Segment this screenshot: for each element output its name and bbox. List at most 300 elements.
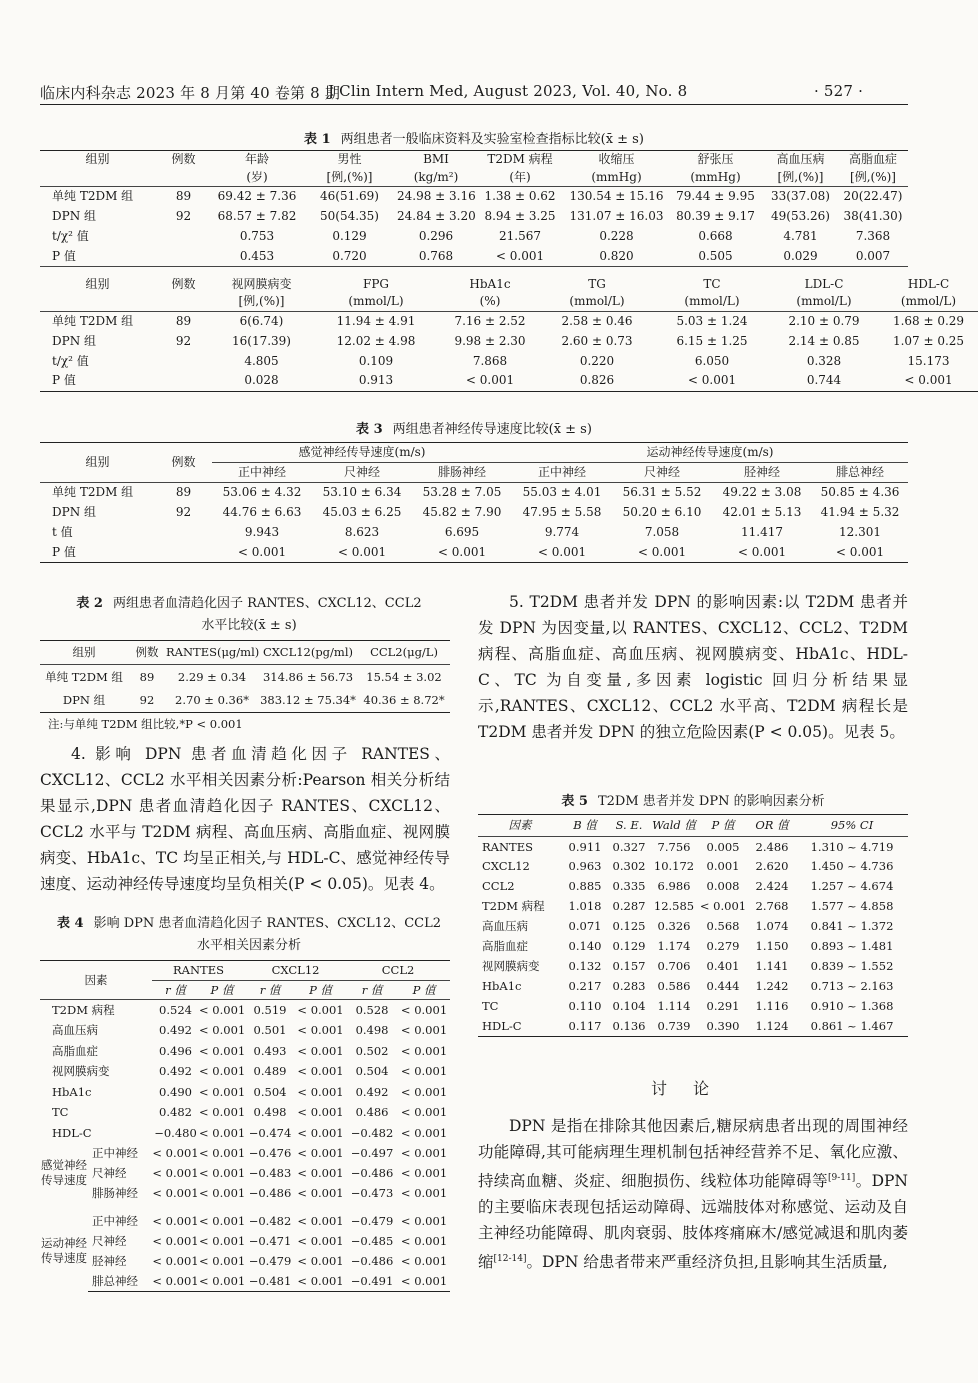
table5-cell: 0.706 [657,959,691,974]
table5-cell: 1.114 [657,999,691,1014]
table4-cell: < 0.001 [199,1064,246,1079]
table3-cell: < 0.001 [612,543,712,563]
table3-cell: 50.85 ± 4.36 [820,485,900,500]
table1b-cell: < 0.001 [655,371,769,391]
table4-cell: < 0.001 [199,1271,245,1291]
journal-header-left: 临床内科杂志 2023 年 8 月第 40 卷第 8 期 [40,84,341,102]
table1a-cell: 0.007 [838,247,908,267]
table3-group-header: 组别 [40,443,155,483]
table5-row [478,917,908,937]
table4-cell: 0.490 [159,1084,192,1099]
table4-cell: < 0.001 [199,1125,246,1140]
table4-cell: < 0.001 [398,1271,450,1291]
table2-header-cell: CXCL12(pg/ml) [258,641,358,665]
table1a-row [40,207,908,227]
table4-cell: < 0.001 [199,1185,246,1200]
table4-group-ccl2: CCL2 [346,961,450,981]
table1b-cell: < 0.001 [879,371,978,391]
table4-cell: −0.486 [350,1253,394,1268]
table3-cell: < 0.001 [812,543,908,563]
table5-cell: 0.335 [612,879,646,894]
table1a-cell: 单纯 T2DM 组 [52,189,134,204]
table5-cell: 0.893 ~ 1.481 [810,939,894,954]
table1b-cell: 11.94 ± 4.91 [336,313,416,328]
table5-cell: RANTES [482,839,533,854]
table5-row [478,837,908,857]
table1a-cell: 92 [175,209,192,223]
table5-cell: 高血压病 [482,919,528,934]
table4-cell: < 0.001 [297,1145,344,1160]
table4-row [40,1183,450,1203]
table4-cell: < 0.001 [152,1233,199,1248]
table4-cell: 0.528 [355,1002,389,1017]
table1b-cell: 0.744 [769,371,879,391]
table1a-header-cell: 收缩压 [565,151,668,169]
table4-subheader-cell: P 值 [398,981,450,1000]
table5-header-cell: Wald 值 [650,815,698,837]
table4-row [40,1061,450,1082]
table5-cell: 0.279 [706,939,740,954]
table2-header-cell: CCL2(μg/L) [358,641,450,665]
table1b-cell: P 值 [40,371,155,391]
table1a-cell: 0.228 [599,229,634,243]
table5-cell: 0.839 ~ 1.552 [810,959,894,974]
table1b-cell: 0.028 [212,371,311,391]
discussion-text-3: 。DPN 给患者带来严重经济负担,且影响其生活质量, [526,1253,888,1272]
table4-cell: < 0.001 [199,1233,246,1248]
table1a-cell: 1.38 ± 0.62 [484,189,556,204]
table5-cell: 1.310 ~ 4.719 [810,839,894,854]
table5-cell: 0.287 [612,899,646,914]
table5-cell: 0.444 [706,979,740,994]
table4-factor-cell: 高血压病 [52,1023,98,1038]
table4-cell: < 0.001 [297,1185,344,1200]
table1b-header-cell: LDL-C [804,276,844,291]
table4-subheader-cell: r 值 [152,981,199,1000]
table3-cell: 9.774 [544,525,580,539]
table4-caption-line2: 水平相关因素分析 [196,938,301,953]
table5-cell: CCL2 [482,879,515,894]
table4-cell: 0.498 [355,1023,389,1038]
table4-cell: −0.471 [248,1233,292,1248]
table3-sensory-header: 感觉神经传导速度(m/s) [212,443,512,463]
table2-caption-no: 表 2 [76,596,103,611]
table4-cell: −0.479 [248,1253,292,1268]
table1a-cell: 0.768 [397,247,475,267]
table4-cell: < 0.001 [152,1213,199,1228]
table1a-unit-cell: [例,(%)] [763,169,838,187]
table1b-cell: 0.109 [358,353,394,368]
table4-row [40,1082,450,1103]
table4-cell: < 0.001 [199,1023,246,1038]
table3-cell: < 0.001 [412,543,512,563]
table1b-cell: 2.10 ± 0.79 [788,313,860,328]
table1a-cell: 21.567 [499,229,541,243]
table4-spacer [40,1203,450,1211]
table1a-header-cell: 组别 [40,151,155,169]
table5 [478,814,908,1037]
table1b-cell: 0.913 [311,371,441,391]
table4-nerve-cell: 正中神经 [92,1213,138,1228]
table3-subheader-cell: 腓肠神经 [412,463,512,483]
table5-cell: 0.291 [706,999,740,1014]
table5-cell: 视网膜病变 [482,959,540,974]
table1b-cell: 15.173 [907,353,950,368]
table4-subheader-cell: r 值 [346,981,398,1000]
table4-cell: −0.479 [350,1213,394,1228]
table4-cell: 0.492 [159,1023,192,1038]
table4-nerve-cell: 正中神经 [92,1145,138,1160]
table1b-unit-cell: [例,(%)] [212,293,311,311]
table4-cell: 0.482 [159,1105,192,1120]
table3-caption-text: 两组患者神经传导速度比较(x̄ ± s) [392,422,592,437]
table2 [40,640,450,713]
table4-cell: < 0.001 [400,1043,448,1058]
table3-subheader-cell: 尺神经 [612,463,712,483]
table1b-unit-cell [155,293,212,311]
table3-row [40,503,908,523]
table2-cell: 89 [139,669,155,684]
table2-row [40,689,450,713]
table5-cell: 0.136 [608,1017,650,1037]
table1a-header-cell: 男性 [302,151,397,169]
table4-row [40,1271,450,1291]
table5-cell: 0.071 [568,919,602,934]
table1b-cell: 0.220 [579,353,615,368]
table4-subheader-cell: P 值 [295,981,346,1000]
table1b-cell: 12.02 ± 4.98 [336,333,416,348]
table1a-unit-cell [155,169,212,187]
table4-cell: < 0.001 [400,1145,448,1160]
table5-cell: 2.424 [755,879,789,894]
table2-caption-line2: 水平比较(x̄ ± s) [201,618,297,633]
table3-subheader-cell: 腓总神经 [812,463,908,483]
table5-row [478,937,908,957]
table4-cell: 0.496 [159,1043,192,1058]
table5-cell: 12.585 [653,899,695,914]
table5-cell: 0.125 [612,919,646,934]
table4-row [40,1102,450,1123]
table5-cell: 1.116 [755,999,789,1014]
table1a-header-cell: BMI [397,151,475,169]
table5-cell: 0.713 ~ 2.163 [810,979,894,994]
table3-cell: 92 [175,505,192,519]
table5-header-cell: 因素 [478,815,562,837]
table1a-header-cell: T2DM 病程 [475,151,565,169]
table4-row [40,1000,450,1021]
table3-cell: 6.695 [444,525,480,539]
table5-cell: 0.326 [657,919,691,934]
page-number: · 527 · [814,82,864,100]
table4-cell: < 0.001 [400,1233,448,1248]
table2-cell: DPN 组 [40,689,128,713]
table5-cell: 1.074 [755,919,789,934]
table1a-cell: 130.54 ± 15.16 [569,189,664,204]
table1a-row [40,187,908,207]
table5-cell: 0.117 [562,1017,608,1037]
table1b-cell: 7.16 ± 2.52 [454,313,526,328]
table5-cell: 0.586 [657,979,691,994]
section5-paragraph: 5. T2DM 患者并发 DPN 的影响因素:以 T2DM 患者并发 DPN 为因变量,以 RANTES、CXCL12、CCL2、T2DM 病程、高脂血症、高血压病、视网膜病变、HbA1c、HDL-C、TC 为自变量,多因素 logistic 回归分析结果显示,RANTES、CXCL12、CCL2 水平高、T2DM 病程长是 T2DM 患者并发 DPN 的独立危险因素(P < 0.05)。见表 5。 [478,593,908,741]
table1b-row [40,371,978,391]
table1b-cell: 4.805 [244,353,279,368]
table2-cell: 2.29 ± 0.34 [177,669,247,684]
table5-row [478,877,908,897]
table3-cell [155,523,212,543]
table4-motor-label: 运动神经传导速度 [41,1236,87,1265]
table1a-cell: 20(22.47) [843,189,903,204]
table4-nerve-cell: 胫神经 [92,1253,127,1268]
table5-cell: 0.283 [612,979,646,994]
table3-cell: 44.76 ± 6.63 [222,505,302,519]
table5-caption [478,790,908,809]
table5-cell: 0.132 [568,959,602,974]
table3-cell: 7.058 [644,525,680,539]
table4-cell: < 0.001 [297,1213,344,1228]
table4-cell: < 0.001 [297,1233,344,1248]
table4-cell: < 0.001 [400,1253,448,1268]
table4-cell: < 0.001 [152,1185,199,1200]
table1a-unit-cell [40,169,155,187]
table3-motor-header: 运动神经传导速度(m/s) [512,443,908,463]
table5-caption-no: 表 5 [561,794,588,809]
table4-row [40,1020,450,1041]
table4-cell: < 0.001 [199,1165,246,1180]
table5-caption-text: T2DM 患者并发 DPN 的影响因素分析 [597,794,825,809]
table4-cell: < 0.001 [295,1271,346,1291]
table1b-unit-cell: (mmol/L) [655,293,769,311]
table4-cell: −0.485 [350,1233,394,1248]
table1a-unit-cell: (mmHg) [565,169,668,187]
table4-caption-line1 [40,912,458,931]
table1a-cell: 24.84 ± 3.20 [397,209,476,223]
table1a-cell: 0.029 [763,247,838,267]
table3-cell: < 0.001 [212,543,312,563]
table1b-cell: 0.328 [806,353,842,368]
table3-cell: 单纯 T2DM 组 [52,485,134,500]
table5-cell: 0.739 [650,1017,698,1037]
table4-cell: 0.519 [253,1002,287,1017]
table4-cell: 0.502 [355,1043,389,1058]
table5-cell: HbA1c [482,979,522,994]
table4-factor-cell: T2DM 病程 [52,1002,115,1017]
table1a-cell: t/χ² 值 [52,229,89,243]
table1b-header-cell: 例数 [171,276,196,291]
table4-group-rantes: RANTES [152,961,245,981]
table1b-header-cell: FPG [363,276,389,291]
table2-row [40,665,450,689]
table4-cell: < 0.001 [400,1213,448,1228]
table5-cell: 0.390 [698,1017,748,1037]
table4-cell: < 0.001 [400,1105,448,1120]
table5-cell: 1.450 ~ 4.736 [810,859,894,874]
table4-nerve-cell: 尺神经 [92,1233,127,1248]
table3-row [40,543,908,563]
table5-header-cell: 95% CI [796,815,908,837]
table4-cell: < 0.001 [199,1043,246,1058]
table4-caption-text1: 影响 DPN 患者血清趋化因子 RANTES、CXCL12、CCL2 [93,916,442,931]
table1b-cell [155,371,212,391]
table4-cell: < 0.001 [199,1002,246,1017]
table1a-cell: 0.296 [418,229,454,243]
table2-note: 注:与单纯 T2DM 组比较,*P < 0.001 [48,717,243,731]
table5-cell: 2.768 [755,899,789,914]
table1a-cell: 0.129 [332,229,367,243]
table4-cell: < 0.001 [400,1125,448,1140]
table5-cell: 0.129 [612,939,646,954]
table5-cell: CXCL12 [482,859,530,874]
table1b-cell: 2.58 ± 0.46 [561,313,633,328]
table5-cell: < 0.001 [699,899,747,914]
table4-cell: 0.504 [253,1084,287,1099]
table1b-header-cell: HDL-C [907,276,950,291]
table4-cell: < 0.001 [400,1002,448,1017]
table3-cell: 42.01 ± 5.13 [722,505,802,519]
table5-cell: 0.217 [568,979,602,994]
table1b-unit-cell [40,293,155,311]
table5-cell: 0.885 [568,879,602,894]
table5-cell: 1.242 [755,979,789,994]
table5-row [478,1017,908,1037]
discussion-ref-1: [9-11] [828,1173,856,1183]
table4-cell: 0.489 [253,1064,287,1079]
table4-nerve-cell: 腓总神经 [88,1271,152,1291]
table4-row [40,1123,450,1144]
table4-caption-no: 表 4 [56,916,84,931]
table2-header-cell: 例数 [128,641,166,665]
table4-group-cxcl12: CXCL12 [245,961,346,981]
table4-cell: 0.492 [355,1084,389,1099]
table1a-header-cell: 高脂血症 [838,151,908,169]
table4-row [40,1231,450,1251]
table3-cell: 45.03 ± 6.25 [322,505,402,519]
table4-cell: −0.491 [346,1271,398,1291]
table4-cell: < 0.001 [297,1125,344,1140]
table1b-row [40,311,978,331]
table5-cell: 0.005 [706,839,740,854]
table3-cell: 47.95 ± 5.58 [522,505,602,519]
table3-subheader-cell: 正中神经 [512,463,612,483]
table4-cell: 0.524 [159,1002,192,1017]
table5-row [478,857,908,877]
table5-cell: 1.018 [568,899,602,914]
table1a-cell: P 值 [40,247,155,267]
table5-cell: 高脂血症 [482,939,528,954]
table3-n-header: 例数 [155,443,212,483]
table3-subheader-cell: 正中神经 [212,463,312,483]
table1a-cell: 4.781 [783,229,818,243]
table3-caption-no: 表 3 [356,422,383,437]
table1b-cell: 16(17.39) [232,333,291,348]
table4-cell: < 0.001 [400,1064,448,1079]
table4-cell: < 0.001 [297,1043,344,1058]
table1a-cell [155,247,212,267]
table5-cell: 0.327 [612,839,646,854]
table1a-unit-cell: (mmHg) [668,169,763,187]
table1b-unit-cell: (%) [441,293,539,311]
table4-cell: < 0.001 [152,1253,199,1268]
table1-caption-text: 两组患者一般临床资料及实验室检查指标比较(x̄ ± s) [340,132,644,147]
table1a-cell: 8.94 ± 3.25 [484,209,556,223]
table3-cell [155,543,212,563]
table1b-header-cell: TC [703,276,721,291]
table3-cell: < 0.001 [712,543,812,563]
table5-row [478,897,908,917]
table1b-cell: 89 [175,313,192,328]
table4-subheader-cell: P 值 [199,981,245,1000]
table4-cell: −0.480 [154,1125,197,1140]
table1a-cell: 0.753 [239,229,275,243]
table5-cell: 0.963 [568,859,602,874]
table1a-cell [155,227,212,247]
table3 [40,442,908,563]
table4-cell: −0.482 [248,1213,292,1228]
table1b-header-cell: 视网膜病变 [231,276,292,291]
table1-part-a [40,150,908,267]
table4-cell: 0.504 [355,1064,389,1079]
table5-header-cell: OR 值 [748,815,796,837]
table1b-unit-cell: (mmol/L) [539,293,655,311]
table2-cell: 单纯 T2DM 组 [45,669,123,684]
table1a-unit-cell: [例,(%)] [302,169,397,187]
table5-cell: 0.302 [612,859,646,874]
table1b-cell: DPN 组 [52,333,97,348]
table3-cell: DPN 组 [52,505,97,519]
table3-cell: 50.20 ± 6.10 [622,505,702,519]
table1a-cell: 38(41.30) [843,209,903,223]
table2-caption-line1 [40,592,458,611]
table1b-cell: 单纯 T2DM 组 [52,313,134,328]
table1a-cell: 7.368 [855,229,891,243]
table4-cell: −0.476 [248,1145,292,1160]
table5-cell: 1.174 [657,939,691,954]
table3-cell: P 值 [40,543,155,563]
table3-cell: 49.22 ± 3.08 [722,485,802,500]
table5-cell: HDL-C [478,1017,562,1037]
table1a-cell: 0.668 [698,229,733,243]
table4-cell: −0.486 [350,1165,394,1180]
discussion-ref-2: [12-14] [493,1254,527,1265]
table5-cell: 2.620 [755,859,789,874]
table4-cell: < 0.001 [297,1064,344,1079]
table1a-unit-cell: (kg/m²) [397,169,475,187]
table1b-unit-cell: (mmol/L) [879,293,978,311]
table4-cell: 0.498 [253,1105,287,1120]
table4-cell: −0.483 [248,1165,292,1180]
table1a-cell: 0.505 [668,247,763,267]
table5-cell: 1.577 ~ 4.858 [810,899,894,914]
table5-cell: 1.124 [748,1017,796,1037]
discussion-title: 讨论 [650,1079,735,1098]
table5-header-cell: P 值 [698,815,748,837]
table4-sensory-label: 感觉神经传导速度 [41,1158,87,1187]
table5-row [478,977,908,997]
table4-factor-cell: HDL-C [52,1125,92,1140]
table4-row [40,1163,450,1183]
table1b-cell: 7.868 [472,353,508,368]
table4-cell: < 0.001 [297,1165,344,1180]
table3-subheader-cell: 尺神经 [312,463,412,483]
discussion-paragraph [478,1113,908,1275]
table1a-header-cell: 年龄 [212,151,302,169]
table4-subheader-cell: r 值 [245,981,295,1000]
table2-caption-text1: 两组患者血清趋化因子 RANTES、CXCL12、CCL2 [112,596,422,611]
table4-cell: < 0.001 [199,1145,246,1160]
table5-cell: 0.401 [706,959,740,974]
table2-header-cell: RANTES(μg/ml) [166,641,258,665]
table5-cell: 0.110 [568,999,602,1014]
table4-factor-header: 因素 [40,961,152,1000]
